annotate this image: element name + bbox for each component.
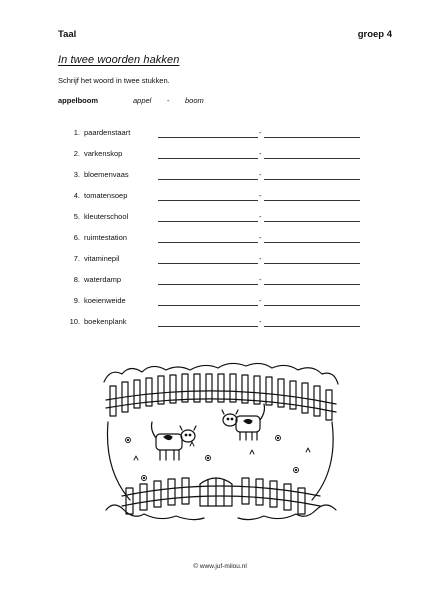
exercise-row bbox=[0, 233, 440, 247]
exercise-word: bloemenvaas bbox=[84, 170, 129, 179]
exercise-word: boekenplank bbox=[84, 317, 127, 326]
example-word: appelboom bbox=[58, 96, 99, 105]
exercise-word: varkenskop bbox=[84, 149, 123, 158]
answer-line-first[interactable] bbox=[158, 200, 258, 201]
exercise-row bbox=[0, 191, 440, 205]
example-part-1: appel bbox=[133, 96, 152, 105]
answer-line-second[interactable] bbox=[264, 200, 360, 201]
answer-dash: - bbox=[259, 149, 262, 158]
answer-line-second[interactable] bbox=[264, 284, 360, 285]
exercise-word: ruimtestation bbox=[84, 233, 127, 242]
example-dash: - bbox=[167, 96, 170, 105]
cow-left bbox=[152, 422, 197, 460]
answer-line-first[interactable] bbox=[158, 284, 258, 285]
exercise-number: 5. bbox=[73, 212, 80, 221]
exercise-number: 10. bbox=[69, 317, 80, 326]
answer-dash: - bbox=[259, 275, 262, 284]
exercise-word: paardenstaart bbox=[84, 128, 131, 137]
subject-label: Taal bbox=[58, 29, 77, 40]
answer-line-first[interactable] bbox=[158, 263, 258, 264]
exercise-word: kleuterschool bbox=[84, 212, 129, 221]
answer-dash: - bbox=[259, 233, 262, 242]
answer-line-first[interactable] bbox=[158, 137, 258, 138]
exercise-number: 7. bbox=[73, 254, 80, 263]
exercise-number: 1. bbox=[73, 128, 80, 137]
answer-line-second[interactable] bbox=[264, 137, 360, 138]
exercise-number: 8. bbox=[73, 275, 80, 284]
answer-line-first[interactable] bbox=[158, 179, 258, 180]
exercise-row bbox=[0, 317, 440, 331]
answer-line-second[interactable] bbox=[264, 305, 360, 306]
answer-line-second[interactable] bbox=[264, 242, 360, 243]
answer-dash: - bbox=[259, 254, 262, 263]
answer-dash: - bbox=[259, 128, 262, 137]
exercise-word: koeienweide bbox=[84, 296, 126, 305]
answer-line-second[interactable] bbox=[264, 221, 360, 222]
cow-right bbox=[222, 404, 265, 440]
flowers bbox=[126, 436, 299, 481]
answer-line-second[interactable] bbox=[264, 326, 360, 327]
answer-dash: - bbox=[259, 191, 262, 200]
exercise-number: 2. bbox=[73, 149, 80, 158]
copyright-footer: © www.juf-milou.nl bbox=[193, 563, 247, 570]
exercise-row bbox=[0, 149, 440, 163]
exercise-number: 3. bbox=[73, 170, 80, 179]
fence-front bbox=[122, 478, 320, 514]
answer-line-first[interactable] bbox=[158, 305, 258, 306]
fence-back bbox=[106, 374, 336, 420]
exercise-number: 6. bbox=[73, 233, 80, 242]
cows-in-meadow-icon bbox=[100, 360, 340, 530]
exercise-row bbox=[0, 254, 440, 268]
exercise-word: vitaminepil bbox=[84, 254, 120, 263]
exercise-number: 4. bbox=[73, 191, 80, 200]
example-part-2: boom bbox=[185, 96, 204, 105]
answer-line-second[interactable] bbox=[264, 158, 360, 159]
exercise-row bbox=[0, 296, 440, 310]
instruction-text: Schrijf het woord in twee stukken. bbox=[58, 76, 170, 85]
answer-line-first[interactable] bbox=[158, 326, 258, 327]
answer-dash: - bbox=[259, 170, 262, 179]
answer-line-first[interactable] bbox=[158, 158, 258, 159]
exercise-word: tomatensoep bbox=[84, 191, 128, 200]
answer-line-second[interactable] bbox=[264, 263, 360, 264]
exercise-row bbox=[0, 128, 440, 142]
exercise-row bbox=[0, 275, 440, 289]
exercise-row bbox=[0, 170, 440, 184]
exercise-row bbox=[0, 212, 440, 226]
worksheet-title: In twee woorden hakken bbox=[58, 54, 180, 66]
answer-line-first[interactable] bbox=[158, 221, 258, 222]
answer-dash: - bbox=[259, 212, 262, 221]
exercise-word: waterdamp bbox=[84, 275, 122, 284]
exercise-number: 9. bbox=[73, 296, 80, 305]
answer-line-second[interactable] bbox=[264, 179, 360, 180]
answer-line-first[interactable] bbox=[158, 242, 258, 243]
example-row bbox=[58, 96, 358, 108]
answer-dash: - bbox=[259, 296, 262, 305]
answer-dash: - bbox=[259, 317, 262, 326]
group-label: groep 4 bbox=[357, 29, 392, 40]
